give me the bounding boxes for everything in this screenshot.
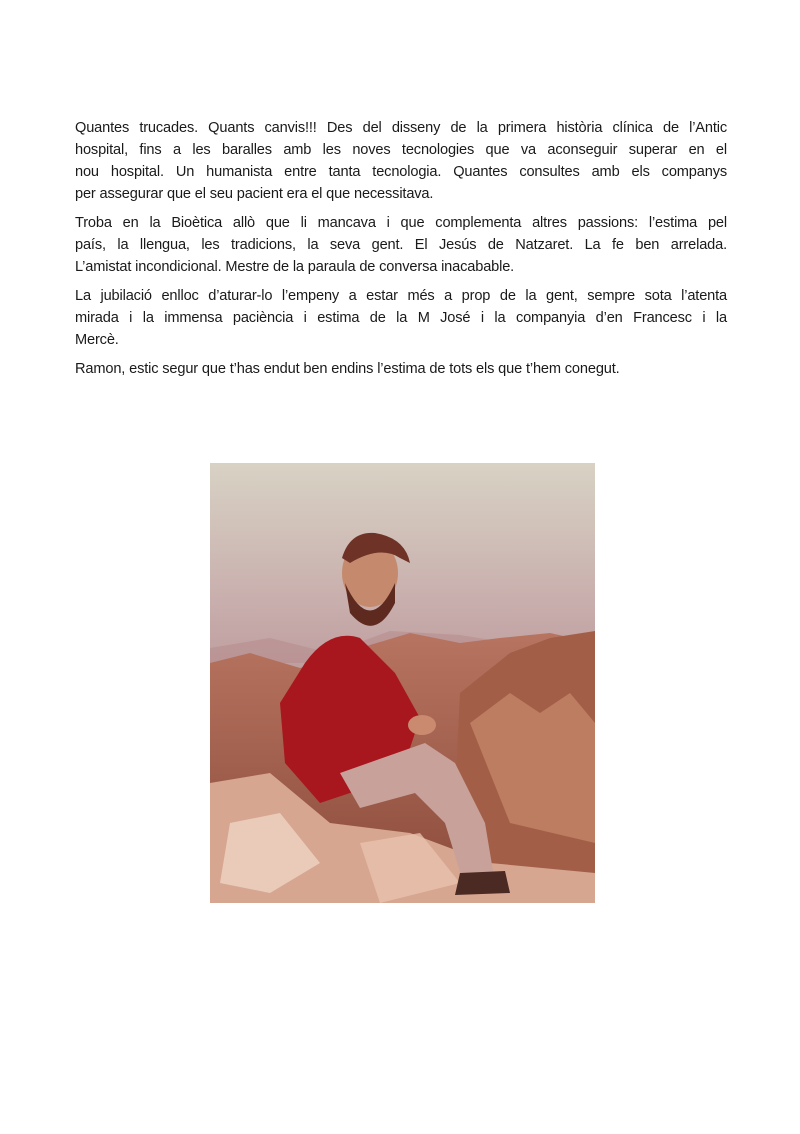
text-line: Ramon, estic segur que t’has endut ben endins l’estima de tots els que t’hem conegut.: [75, 361, 620, 377]
text-line: Mercè.: [75, 332, 119, 348]
text-line: país, la llengua, les tradicions, la seva gent. El Jesús de Natzaret. La fe ben arrelada.: [75, 237, 727, 253]
text-line: mirada i la immensa paciència i estima de la M José i la companyia d’en Francesc i la: [75, 310, 727, 326]
paragraph-retirement: [75, 285, 727, 351]
mountain-portrait-image: [210, 463, 595, 903]
paragraph-memories: [75, 117, 727, 205]
paragraph-bioethics: [75, 212, 727, 278]
text-line: nou hospital. Un humanista entre tanta tecnologia. Quantes consultes amb els companys: [75, 164, 727, 180]
portrait-photo: [210, 463, 595, 903]
text-line: Troba en la Bioètica allò que li mancava i que complementa altres passions: l’estima pel: [75, 215, 727, 231]
document-body: [75, 117, 727, 387]
text-line: per assegurar que el seu pacient era el que necessitava.: [75, 186, 434, 202]
text-line: Quantes trucades. Quants canvis!!! Des del disseny de la primera història clínica de l’Antic: [75, 120, 727, 136]
text-line: hospital, fins a les baralles amb les noves tecnologies que va aconseguir superar en el: [75, 142, 727, 158]
paragraph-farewell: [75, 358, 727, 380]
text-line: La jubilació enlloc d’aturar-lo l’empeny a estar més a prop de la gent, sempre sota l’atenta: [75, 288, 727, 304]
text-line: L’amistat incondicional. Mestre de la paraula de conversa inacabable.: [75, 259, 515, 275]
